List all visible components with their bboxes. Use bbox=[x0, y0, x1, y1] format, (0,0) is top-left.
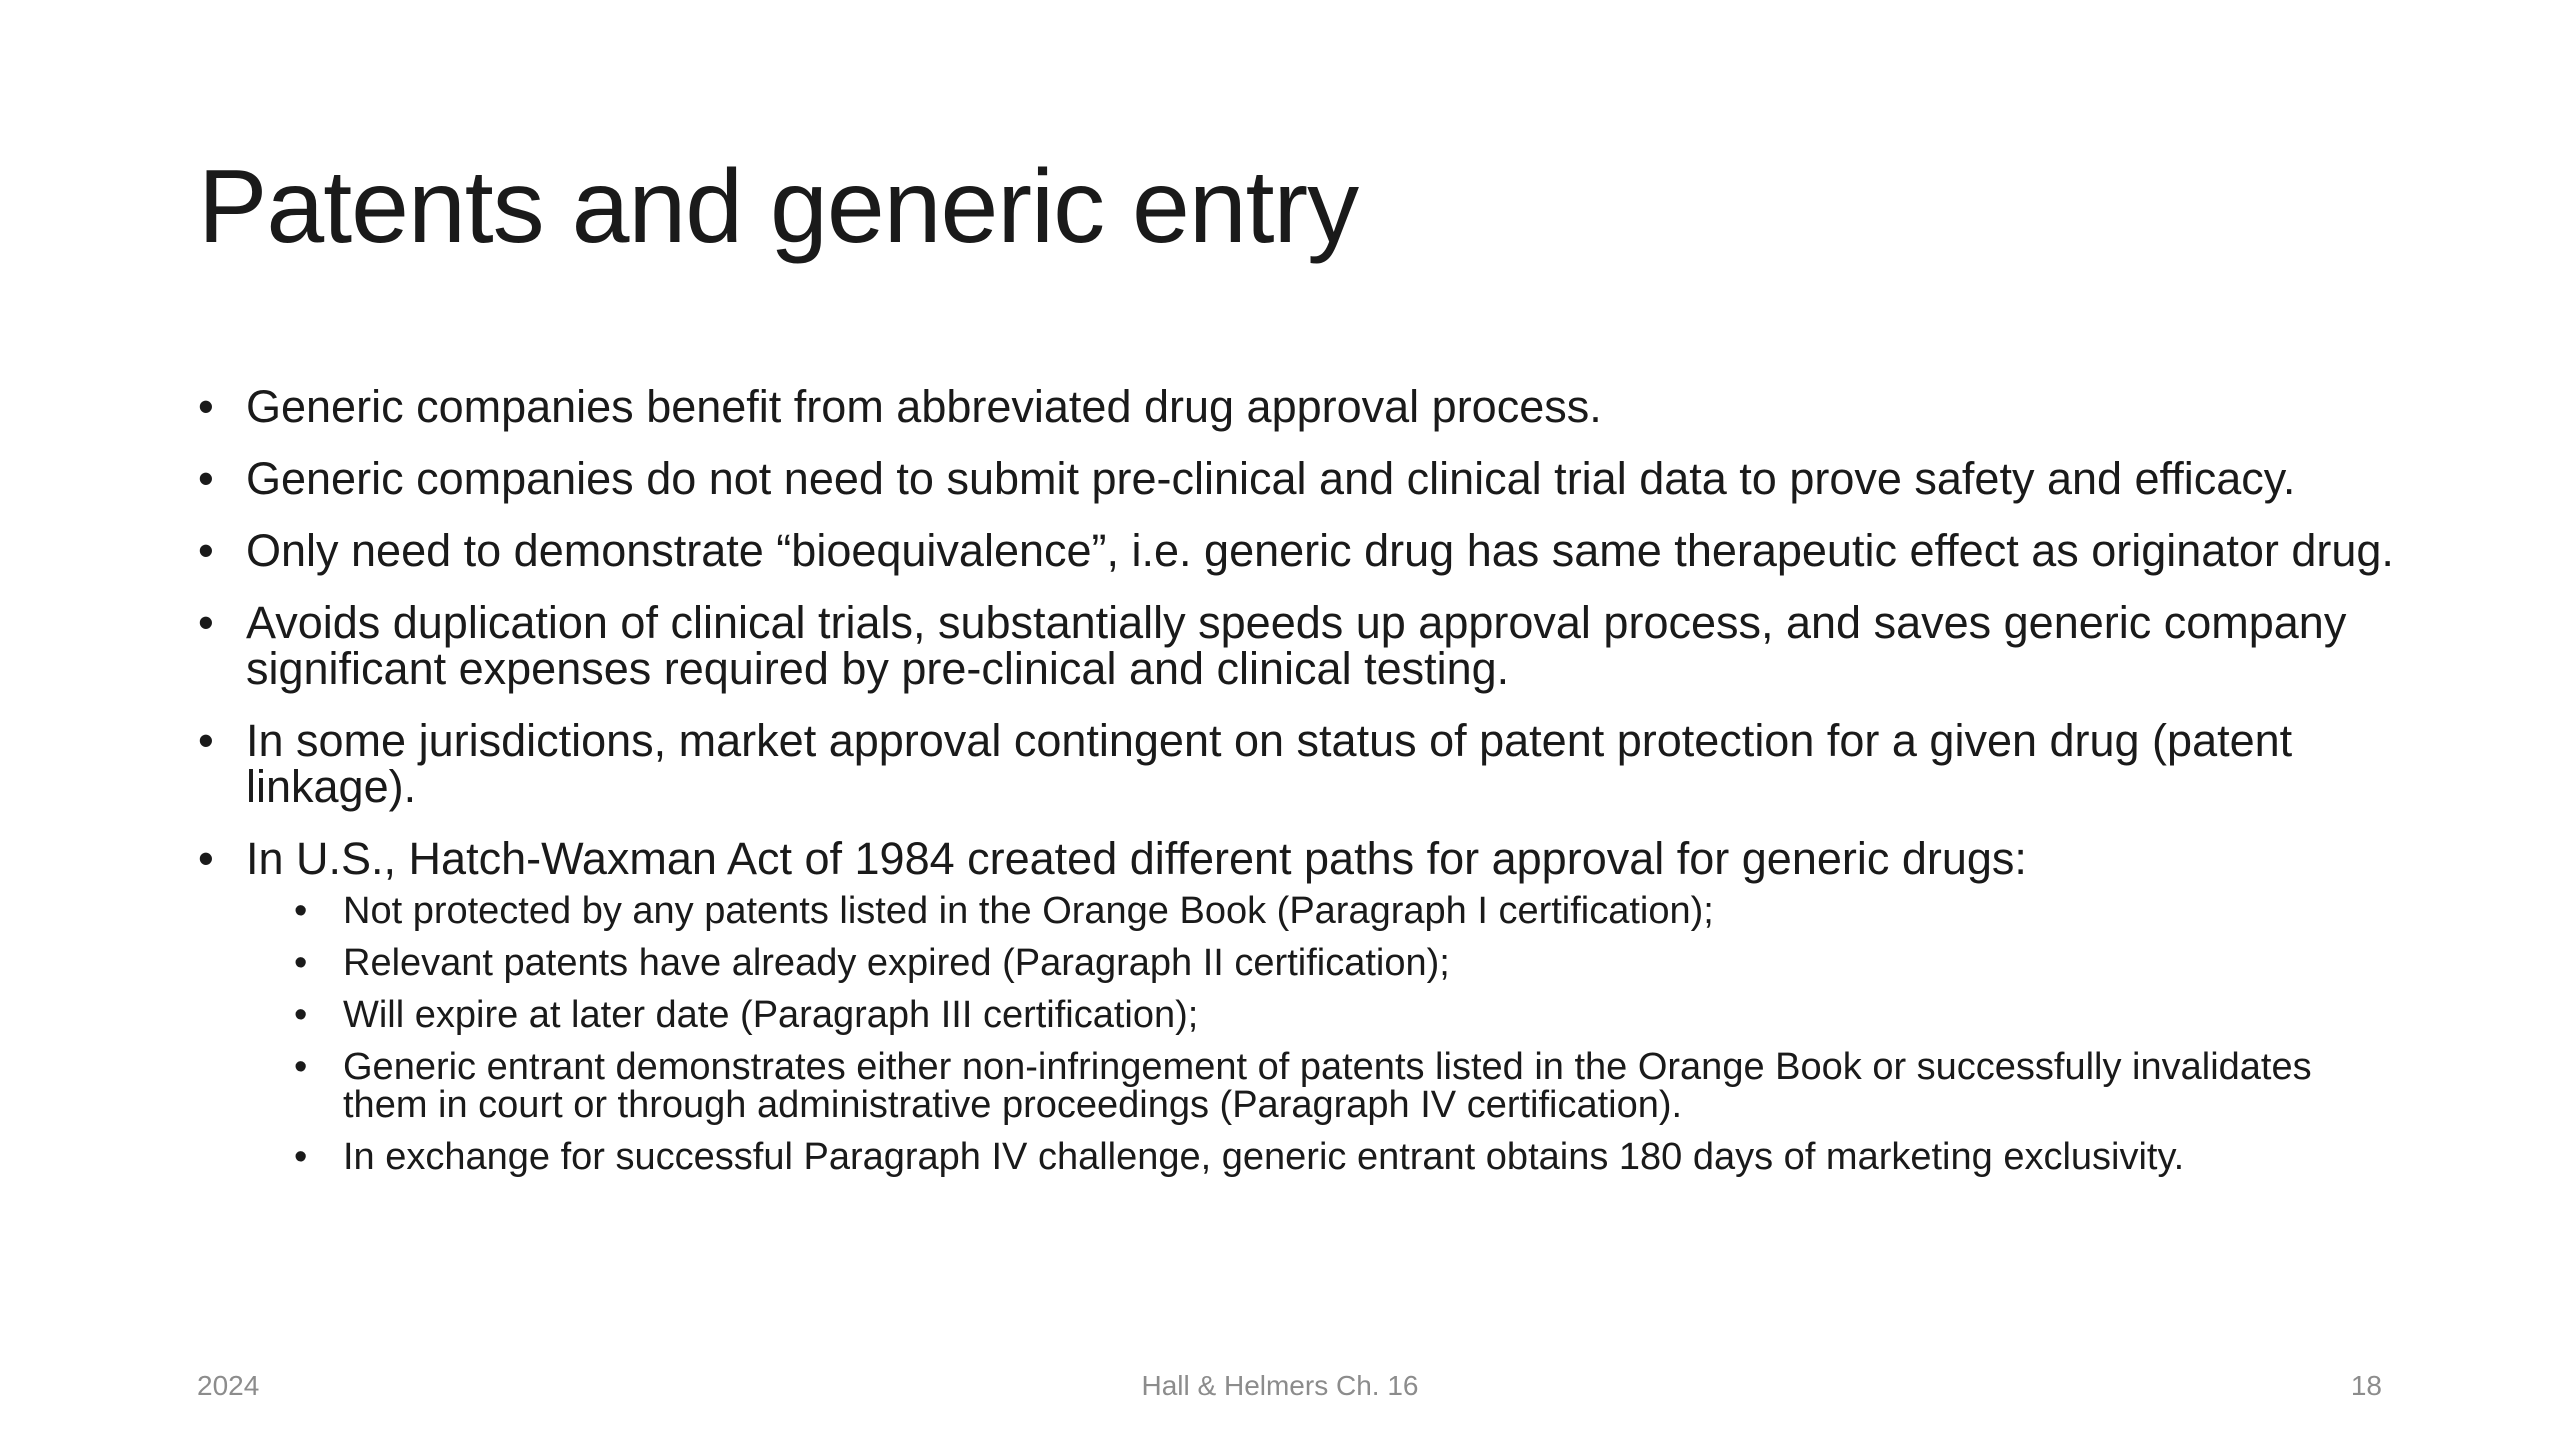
sub-bullet-item: • Generic entrant demonstrates either non-infringement of patents listed in the Orange Book or successfully invalidates them in court or through administrative proceedings (Paragraph IV certification). bbox=[294, 1048, 2398, 1124]
bullet-text: In U.S., Hatch-Waxman Act of 1984 created different paths for approval for generic drugs: bbox=[246, 833, 2027, 884]
bullet-item-hatch-waxman bbox=[198, 833, 2398, 1178]
sub-bullet-item: • Will expire at later date (Paragraph III certification); bbox=[294, 996, 2398, 1034]
bullet-list bbox=[198, 381, 2398, 1178]
sub-bullet-list bbox=[246, 892, 2398, 1176]
sub-bullet-item: • Relevant patents have already expired (Paragraph II certification); bbox=[294, 944, 2398, 982]
sub-bullet-item: • In exchange for successful Paragraph IV challenge, generic entrant obtains 180 days of marketing exclusivity. bbox=[294, 1138, 2398, 1176]
slide-title: Patents and generic entry bbox=[198, 149, 1359, 265]
footer-date: 2024 bbox=[197, 1370, 260, 1401]
footer-source: Hall & Helmers Ch. 16 bbox=[1141, 1370, 1419, 1401]
slide-body bbox=[198, 381, 2398, 1202]
bullet-item: • Generic companies benefit from abbreviated drug approval process. bbox=[198, 384, 2398, 430]
footer-page-number: 18 bbox=[2350, 1370, 2382, 1401]
bullet-item: • Avoids duplication of clinical trials, substantially speeds up approval process, and saves generic company significant expenses required by pre-clinical and clinical testing. bbox=[198, 600, 2398, 692]
sub-bullet-item: • Not protected by any patents listed in the Orange Book (Paragraph I certification); bbox=[294, 892, 2398, 930]
bullet-item: • Generic companies do not need to submit pre-clinical and clinical trial data to prove safety and efficacy. bbox=[198, 456, 2398, 502]
bullet-item: • In some jurisdictions, market approval contingent on status of patent protection for a given drug (patent linkage). bbox=[198, 718, 2398, 810]
bullet-item: • Only need to demonstrate “bioequivalence”, i.e. generic drug has same therapeutic effect as originator drug. bbox=[198, 528, 2398, 574]
